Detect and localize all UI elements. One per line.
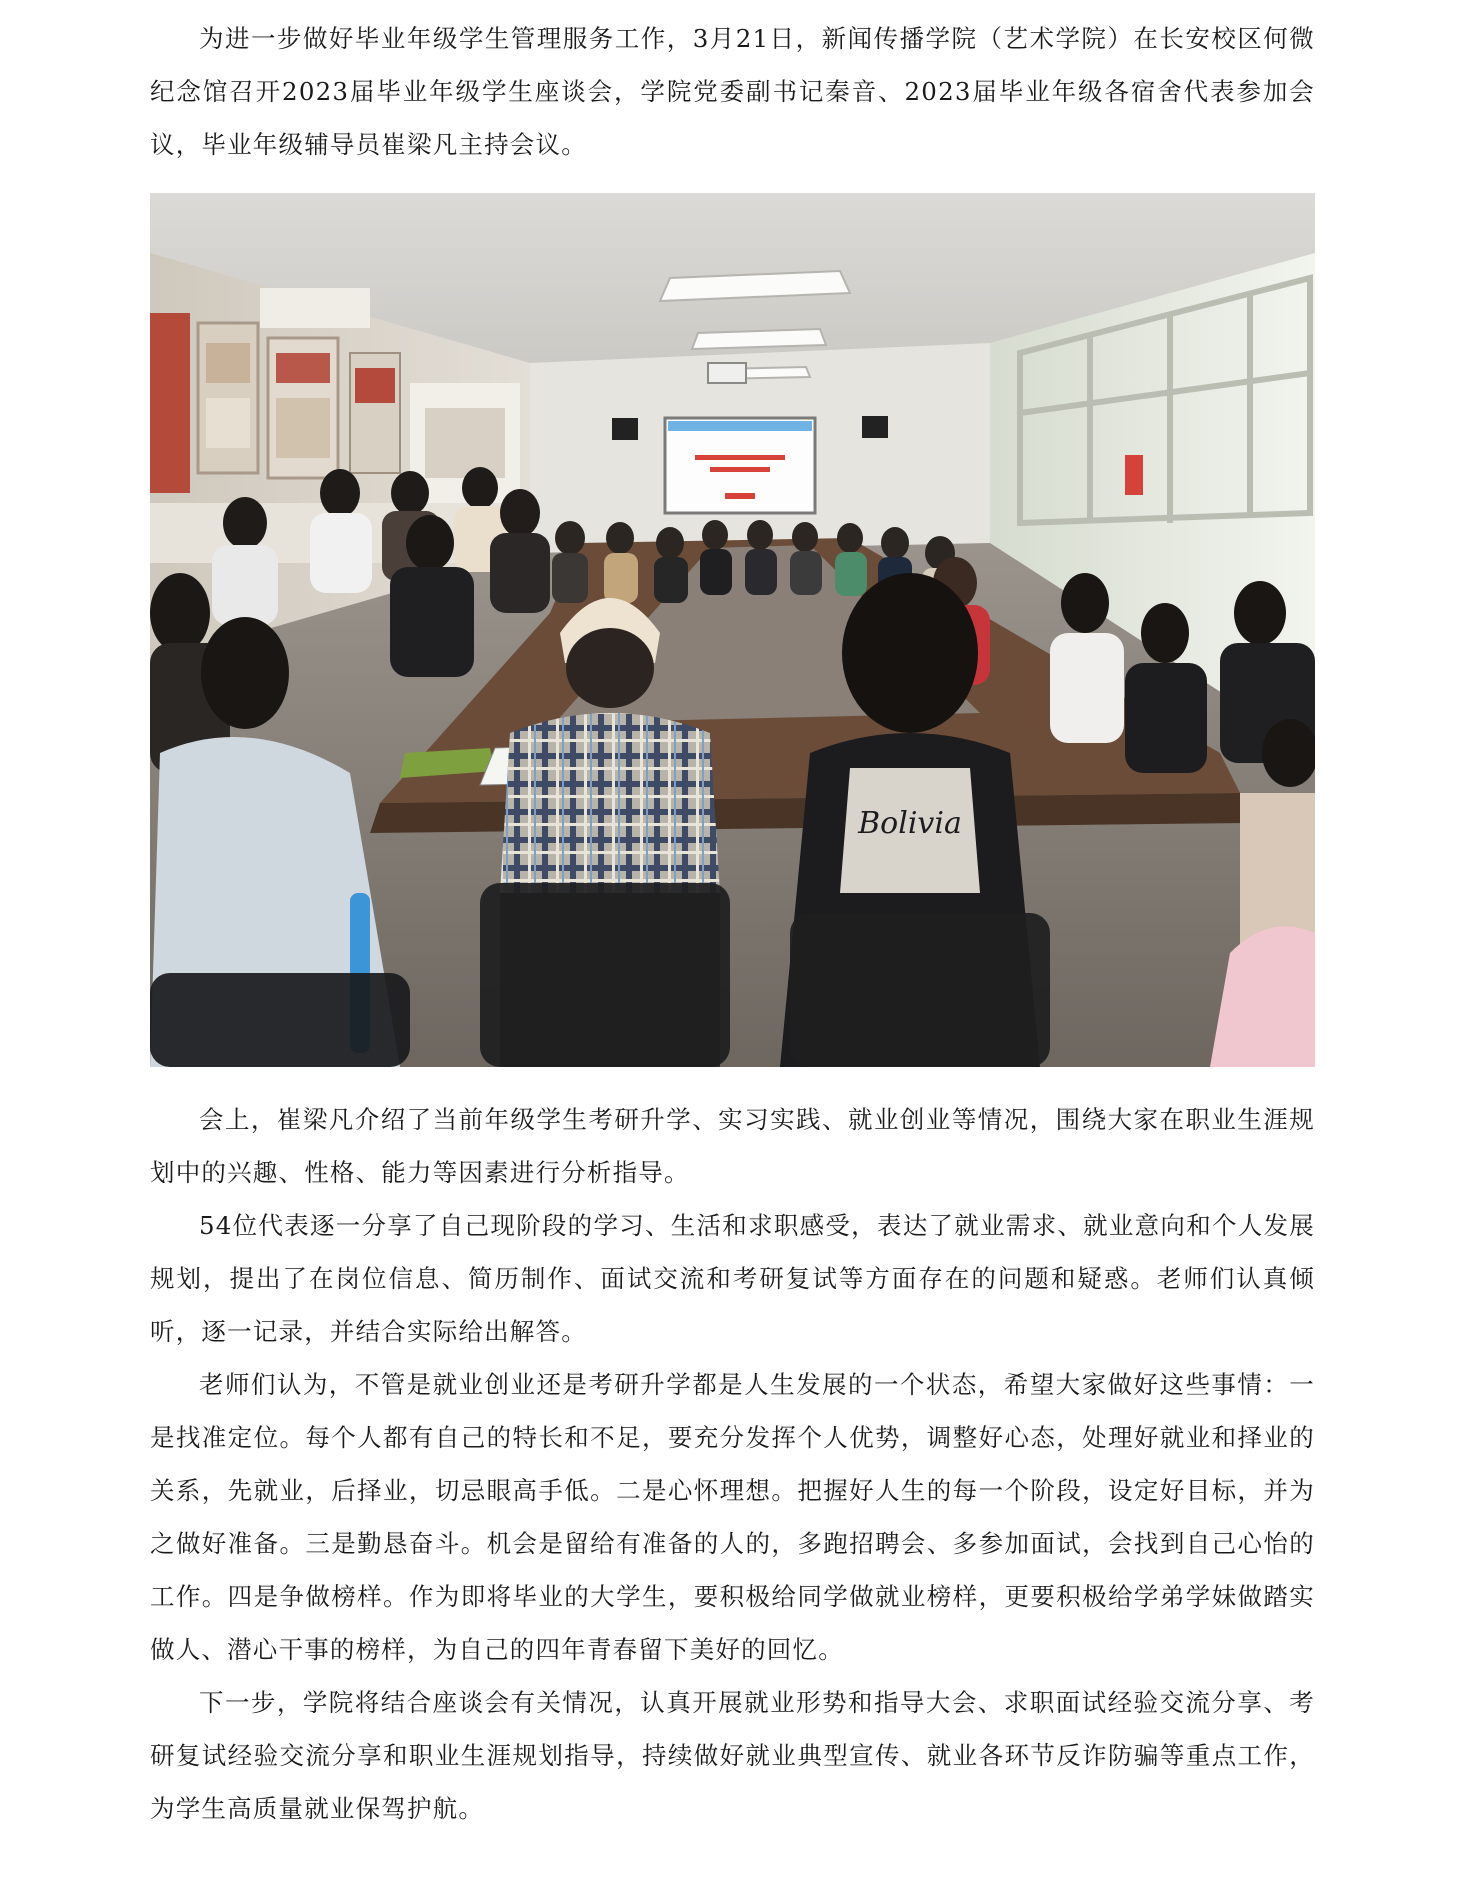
paragraph-3: 54位代表逐一分享了自己现阶段的学习、生活和求职感受，表达了就业需求、就业意向和个人发展规划，提出了在岗位信息、简历制作、面试交流和考研复试等方面存在的问题和疑惑。老师们认真倾听，逐一记录，并结合实际给出解答。	[150, 1211, 1315, 1346]
article	[150, 0, 1315, 1835]
meeting-photo	[150, 193, 1315, 1067]
paragraph-5: 下一步，学院将结合座谈会有关情况，认真开展就业形势和指导大会、求职面试经验交流分享、考研复试经验交流分享和职业生涯规划指导，持续做好就业典型宣传、就业各环节反诈防骗等重点工作，为学生高质量就业保驾护航。	[150, 1688, 1315, 1823]
fire-extinguisher	[1125, 455, 1143, 495]
jacket-print: Bolivia	[858, 806, 962, 841]
speaker-right	[862, 416, 888, 438]
paragraph-intro: 为进一步做好毕业年级学生管理服务工作，3月21日，新闻传播学院（艺术学院）在长安校区何微纪念馆召开2023届毕业年级学生座谈会，学院党委副书记秦音、2023届毕业年级各宿舍代表参加会议，毕业年级辅导员崔梁凡主持会议。	[150, 24, 1315, 159]
paragraph-4: 老师们认为，不管是就业创业还是考研升学都是人生发展的一个状态，希望大家做好这些事情：一是找准定位。每个人都有自己的特长和不足，要充分发挥个人优势，调整好心态，处理好就业和择业的关系，先就业，后择业，切忌眼高手低。二是心怀理想。把握好人生的每一个阶段，设定好目标，并为之做好准备。三是勤恳奋斗。机会是留给有准备的人的，多跑招聘会、多参加面试，会找到自己心怡的工作。四是争做榜样。作为即将毕业的大学生，要积极给同学做就业榜样，更要积极给学弟学妹做踏实做人、潜心干事的榜样，为自己的四年青春留下美好的回忆。	[150, 1370, 1315, 1664]
paragraph-2: 会上，崔梁凡介绍了当前年级学生考研升学、实习实践、就业创业等情况，围绕大家在职业生涯规划中的兴趣、性格、能力等因素进行分析指导。	[150, 1105, 1315, 1187]
projector	[708, 363, 746, 383]
speaker-left	[612, 418, 638, 440]
